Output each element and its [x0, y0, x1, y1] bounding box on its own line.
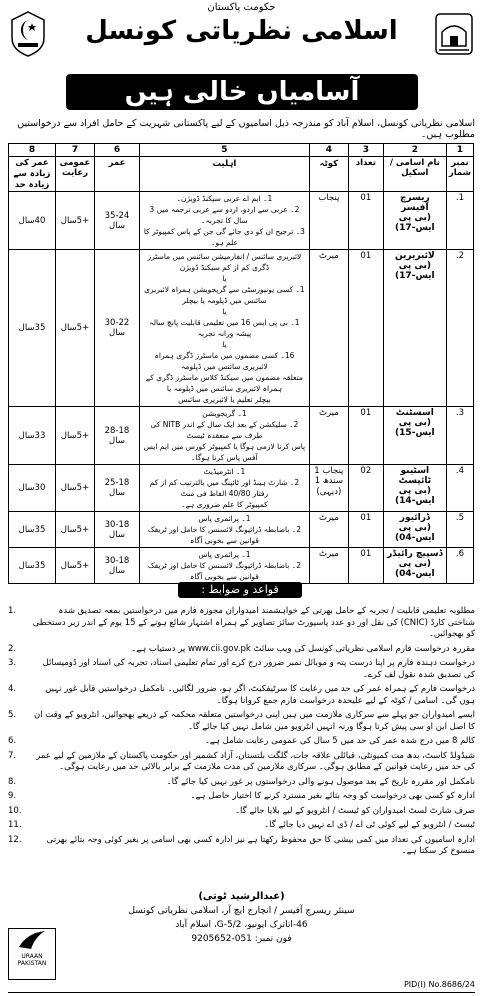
- row-quota: پنجاب 1 سندھ 1 (دیہی): [309, 465, 348, 512]
- rule-text: درخواست فارم کے ہمراہ عمر کی حد میں رعایت کا سرٹیفکیٹ، اگر ہو، ضرور لگائیں۔ نامکمل درخواستیں قابل غور نہیں ہوں گی۔ اسامی / کوٹہ کے لیے علیحدہ درخواست فارم جمع کروانا ہوگا۔: [45, 684, 475, 706]
- qualification-line: 16۔ کسی مضمون میں ماسٹرز ڈگری ہمراہ لائبریری سائنس میں ڈپلومہ: [154, 351, 295, 371]
- rule-text: کالم 8 میں درج شدہ عمر کی حد میں 5 سال کی عمومی رعایت شامل ہے۔: [204, 736, 475, 746]
- qualification-line: 1۔ بی پی ایس 16 میں تعلیمی قابلیت پانچ سالہ پیشہ ورانہ تجربہ: [149, 318, 300, 338]
- row-serial: 5.: [446, 512, 473, 548]
- post-title: ڈرائیور: [399, 513, 430, 523]
- government-label: حکومت پاکستان: [207, 2, 276, 13]
- row-serial: 2.: [446, 250, 473, 407]
- rule-number: 7.: [8, 750, 17, 761]
- rule-number: 2.: [8, 643, 17, 654]
- table-row: [9, 548, 474, 584]
- post-title: اسٹینو ٹائپسٹ: [398, 466, 432, 486]
- row-title: [383, 512, 446, 548]
- uraan-pakistan-logo-icon: [8, 928, 56, 980]
- rule-item: [8, 777, 475, 789]
- row-qualification: [140, 465, 310, 512]
- signatory-name: (عبدالرشید ٹوتی): [198, 891, 285, 902]
- qualification-line: یا: [222, 274, 227, 283]
- signatory-designation: سینئر ریسرچ آفیسر / انچارج ایچ آر، اسلامی نظریاتی کونسل: [128, 906, 355, 916]
- rule-text: مقررہ درخواست فارم اسلامی نظریاتی کونسل کی ویب سائٹ www.cii.gov.pk پر دستیاب ہے۔: [131, 643, 475, 654]
- council-logo-icon: [433, 10, 475, 58]
- post-scale: (بی پی ایس-14): [395, 486, 435, 506]
- intro-text: اسلامی نظریاتی کونسل، اسلام آباد کو مندرجہ ذیل اسامیوں کے لیے پاکستانی شہریت کے حامل افراد سے درخواستیں مطلوب ہیں۔: [17, 118, 475, 140]
- rule-number: 8.: [8, 776, 17, 787]
- rule-text: درخواست دہندہ فارم پر اپنا درست پتہ و موبائل نمبر ضرور درج کرے اور تمام تعلیمی اسناد، تجربہ کی اسناد اور ڈومیسائل کی تصدیق شدہ نقول لف کرے۔: [42, 658, 475, 680]
- header-post-scale: نام اسامی / اسکیل: [383, 157, 446, 192]
- row-count: 02: [348, 465, 383, 512]
- rule-number: 11.: [8, 820, 22, 830]
- row-age: 35-24 سال: [95, 192, 140, 250]
- council-name: اسلامی نظریاتی کونسل: [85, 16, 398, 46]
- post-scale: (بی پی ایس-04): [395, 559, 435, 579]
- qualification-line: 2۔ عربی سے اردو، اردو سے عربی ترجمہ میں 3 سال کا تجربہ۔: [149, 205, 300, 225]
- col-number: 8: [9, 144, 56, 157]
- row-count: 01: [348, 250, 383, 407]
- rule-text: ادارہ کو کسی بھی درخواست کو وجہ بتائے بغیر مسترد کرنے کا اختیار حاصل ہے۔: [190, 791, 475, 801]
- rule-number: 3.: [8, 658, 17, 668]
- rule-text: ادارہ اسامیوں کی تعداد میں کمی بیشی کا حق محفوظ رکھتا ہے نیز ادارہ کسی بھی اسامی پر بغیر کوئی وجہ بتائے بھرتی منسوخ کر سکتا ہے۔: [46, 834, 475, 856]
- row-title: [383, 250, 446, 407]
- rule-item: [8, 791, 475, 803]
- row-relaxation: +5سال: [56, 512, 95, 548]
- vacancies-banner: آسامیاں خالی ہیں: [66, 74, 418, 110]
- post-scale: (بی پی ایس-04): [395, 523, 435, 543]
- header-serial: نمبر شمار: [446, 157, 473, 192]
- rule-item: [8, 658, 475, 681]
- uraan-logo-text: URAAN: [21, 953, 43, 960]
- header-max-age: عمر کی زیادہ سے زیادہ حد: [9, 157, 56, 192]
- post-title: ریسرچ آفیسر: [399, 193, 430, 213]
- row-age: 28-18 سال: [95, 407, 140, 465]
- table-row: [9, 192, 474, 250]
- col-number: 1: [446, 144, 473, 157]
- row-quota: میرٹ: [309, 250, 348, 407]
- rule-text: مطلوبہ تعلیمی قابلیت / تجربہ کے حامل بھرتی کے خواہشمند امیدواران مجوزہ فارم میں درخواستیں بمعہ تصدیق شدہ شناختی کارڈ (CNIC) کی نقل اور دو عدد پاسپورٹ سائز تصاویر کے ہمراہ اشتہار شائع ہونے کے 15 یوم کے اندر زیر دستخطی کو بھجوائیں۔: [32, 606, 475, 639]
- row-relaxation: +5سال: [56, 192, 95, 250]
- rule-item: [8, 710, 475, 733]
- post-scale: (بی پی ایس-17): [395, 261, 435, 281]
- rule-text: ایسے امیدواران جو پہلے سے سرکاری ملازمت میں ہیں اپنی درخواستیں متعلقہ محکمہ کے ذریعے بھجوائیں، انٹرویو کے وقت ان کا اصل این او سی پیش کرنا ہوگا ورنہ انہیں انٹرویو میں شامل نہیں کیا جائے گا۔: [33, 710, 475, 732]
- col-number: 6: [95, 144, 140, 157]
- row-count: 01: [348, 407, 383, 465]
- row-max-age: 30سال: [9, 465, 56, 512]
- table-row: [9, 407, 474, 465]
- qualification-line: 3۔ ترجیح ان کو دی جائے گی جن کے پاس کمپیوٹر کا علم ہو۔: [143, 227, 305, 247]
- row-age: 25-18 سال: [95, 465, 140, 512]
- row-title: [383, 548, 446, 584]
- qualification-line: 2۔ سلیکشن کے بعد ایک سال کے اندر NITB کی طرف سے منعقدہ ٹیسٹ: [150, 420, 299, 440]
- rule-item: [8, 835, 475, 858]
- row-count: 01: [348, 512, 383, 548]
- qualification-line: 1۔ کسی یونیورسٹی سے گریجویشن ہمراہ لائبریری سائنس میں ڈپلومہ یا بیچلر: [144, 285, 305, 305]
- rule-number: 12.: [8, 834, 22, 845]
- row-max-age: 35سال: [9, 548, 56, 584]
- row-quota: پنجاب: [309, 192, 348, 250]
- col-number: 3: [348, 144, 383, 157]
- qualification-line: 1۔ انٹرمیڈیٹ: [203, 467, 246, 476]
- rule-number: 4.: [8, 684, 17, 694]
- row-relaxation: +5سال: [56, 250, 95, 407]
- row-max-age: 35سال: [9, 512, 56, 548]
- row-quota: میرٹ: [309, 548, 348, 584]
- row-quota: میرٹ: [309, 407, 348, 465]
- column-number-row: [9, 144, 474, 157]
- rule-item: [8, 644, 475, 656]
- qualification-line: پاس کرنا لازمی ہوگا یا کمپیوٹر کورس میں ایم ایس آفس پاس کرنا ہوگا۔: [143, 442, 306, 462]
- row-serial: 6.: [446, 548, 473, 584]
- uraan-logo-subtext: PAKISTAN: [17, 960, 47, 967]
- rule-number: 5.: [8, 710, 17, 720]
- header: [0, 0, 483, 70]
- qualification-line: 2۔ شارٹ ہینڈ اور ٹائپنگ میں بالترتیب کم از کم رفتار 40/80 الفاظ فی منٹ: [149, 478, 300, 498]
- qualification-line: لائبریری سائنس / انفارمیشن سائنس میں ماسٹرز ڈگری کم از کم سیکنڈ ڈویژن: [147, 252, 302, 272]
- rules-list: [8, 606, 475, 861]
- row-qualification: [140, 192, 310, 250]
- row-qualification: [140, 407, 310, 465]
- col-number: 2: [383, 144, 446, 157]
- row-max-age: 33سال: [9, 407, 56, 465]
- qualification-line: 1۔ گریجویشن: [202, 409, 247, 418]
- col-number: 7: [56, 144, 95, 157]
- row-max-age: 40سال: [9, 192, 56, 250]
- table-row: [9, 512, 474, 548]
- rules-title: قواعد و ضوابط :: [178, 582, 302, 598]
- jobs-table: [8, 143, 474, 584]
- office-address: 46-اتاترک ایونیو، G-5/2، اسلام آباد: [175, 920, 308, 930]
- qualification-line: 1۔ پرائمری پاس: [198, 514, 251, 523]
- qualification-line: یا: [222, 340, 227, 349]
- header-relaxation: عمومی رعایت: [56, 157, 95, 192]
- qualification-line: 1۔ پرائمری پاس: [198, 550, 251, 559]
- qualification-line: یا: [222, 307, 227, 316]
- header-qualification: اہلیت: [140, 157, 310, 192]
- signature-block: [120, 890, 363, 946]
- row-title: [383, 192, 446, 250]
- row-quota: میرٹ: [309, 512, 348, 548]
- rule-item: [8, 606, 475, 641]
- post-scale: (بی پی ایس-17): [395, 213, 435, 233]
- table-row: [9, 465, 474, 512]
- row-qualification: [140, 250, 310, 407]
- post-title: لائبریرین: [394, 251, 435, 261]
- office-phone: فون نمبر: 051-9205652: [191, 934, 292, 944]
- rule-item: [8, 820, 475, 832]
- rule-number: 10.: [8, 805, 22, 816]
- rule-text: شیڈولڈ کاسٹ، بدھ مت کمیونٹی، قبائلی علاقہ جات، گلگت بلتستان، آزاد کشمیر اور حکومت پاکستان کے ملازمین کے لیے عمر کی حد میں رعایت قوانین کے مطابق ہوگی۔ سرکاری ملازمین کی مدت ملازمت کے برابر بالائی حد میں رعایت ہوگی۔: [36, 750, 475, 772]
- row-count: 01: [348, 548, 383, 584]
- row-serial: 3.: [446, 407, 473, 465]
- header-count: تعداد: [348, 157, 383, 192]
- row-relaxation: +5سال: [56, 548, 95, 584]
- qualification-line: متعلقہ مضمون میں سیکنڈ کلاس ماسٹرز ڈگری کے ہمراہ لائبریری سائنس میں ڈپلومہ یا: [145, 373, 303, 393]
- header-quota: کوٹہ: [309, 157, 348, 192]
- row-serial: 4.: [446, 465, 473, 512]
- row-relaxation: +5سال: [56, 407, 95, 465]
- rule-text: صرف شارٹ لسٹ امیدواران کو ٹیسٹ / انٹرویو کے لیے بلایا جائے گا۔: [235, 805, 475, 816]
- header-age: عمر: [95, 157, 140, 192]
- row-age: 30-22 سال: [95, 250, 140, 407]
- rule-text: نامکمل اور مقررہ تاریخ کے بعد موصول ہونے والی درخواستوں پر غور نہیں کیا جائے گا۔: [166, 776, 475, 787]
- row-age: 30-18 سال: [95, 548, 140, 584]
- rule-item: [8, 736, 475, 748]
- row-relaxation: +5سال: [56, 465, 95, 512]
- rule-item: [8, 684, 475, 707]
- row-max-age: 35سال: [9, 250, 56, 407]
- row-qualification: [140, 512, 310, 548]
- qualification-line: بیچلر تعلیم یا لائبریری سائنس: [178, 395, 271, 404]
- qualification-line: 2۔ باضابطہ ڈرائیونگ لائسنس کا حامل اور ٹریفک قوانین سے بخوبی آگاہ: [147, 525, 301, 545]
- rule-text: ٹیسٹ / انٹرویو کے لیے کوئی ٹی اے / ڈی اے نہیں دیا جائے گا۔: [264, 820, 475, 830]
- row-age: 30-18 سال: [95, 512, 140, 548]
- rule-item: [8, 806, 475, 818]
- rule-number: 9.: [8, 791, 17, 801]
- row-title: [383, 465, 446, 512]
- qualification-line: کمپیوٹر کا علم ضروری ہے۔: [181, 500, 268, 509]
- row-qualification: [140, 548, 310, 584]
- qualification-line: 1۔ ایم اے عربی سیکنڈ ڈویژن۔: [176, 194, 273, 203]
- qualification-line: 2۔ باضابطہ ڈرائیونگ لائسنس کا حامل اور ٹریفک قوانین سے بخوبی آگاہ: [147, 561, 301, 581]
- rule-number: 6.: [8, 736, 17, 746]
- table-header-row: [9, 157, 474, 192]
- footer-divider: [8, 992, 475, 993]
- rule-item: [8, 751, 475, 774]
- col-number: 4: [309, 144, 348, 157]
- table-row: [9, 250, 474, 407]
- row-count: 01: [348, 192, 383, 250]
- post-scale: (بی پی ایس-15): [395, 418, 435, 438]
- post-title: اسسٹنٹ: [395, 408, 434, 418]
- pid-number: PID(I) No.8686/24: [403, 980, 475, 989]
- post-title: ڈسپیچ رائیڈر: [387, 549, 443, 559]
- row-serial: 1.: [446, 192, 473, 250]
- row-title: [383, 407, 446, 465]
- rule-number: 1.: [8, 606, 17, 616]
- col-number: 5: [140, 144, 310, 157]
